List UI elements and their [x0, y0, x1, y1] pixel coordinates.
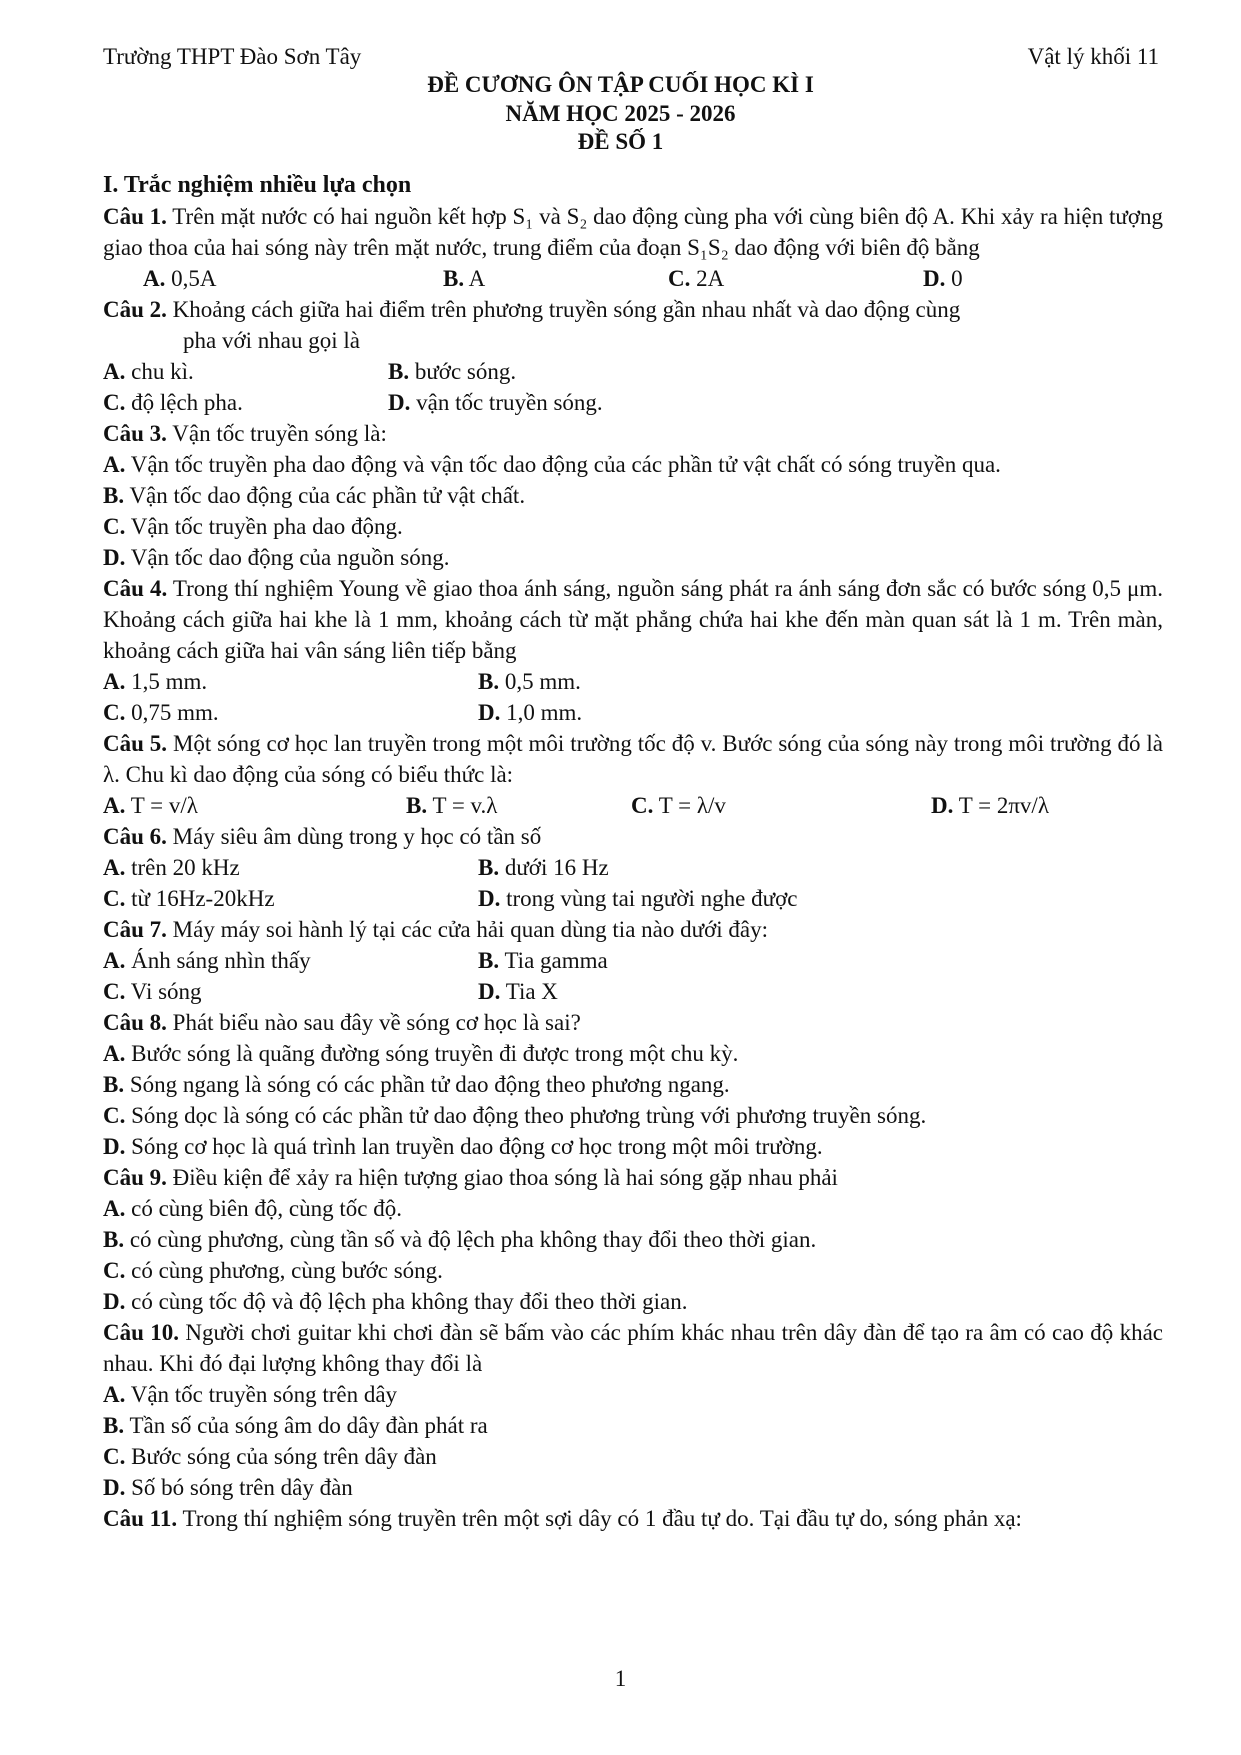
option-b: B. Tần số của sóng âm do dây đàn phát ra — [103, 1413, 488, 1438]
option-b: B. Sóng ngang là sóng có các phần tử dao động theo phương ngang. — [103, 1072, 730, 1097]
option-d: D. 1,0 mm. — [478, 700, 583, 725]
option-b: B. dưới 16 Hz — [478, 855, 609, 880]
question-7 — [103, 914, 1163, 945]
question-3 — [103, 418, 1163, 449]
question-list — [103, 170, 1163, 1534]
option-c: C. Bước sóng của sóng trên dây đàn — [103, 1444, 437, 1469]
option-c: C. độ lệch pha. — [103, 390, 243, 415]
question-text: Máy siêu âm dùng trong y học có tần số — [172, 824, 542, 849]
option-a: A. chu kì. — [103, 359, 194, 384]
section-heading: I. Trắc nghiệm nhiều lựa chọn — [103, 172, 412, 198]
option-c: C. có cùng phương, cùng bước sóng. — [103, 1258, 443, 1283]
page-header — [103, 44, 1159, 70]
answer-options — [103, 790, 1163, 821]
question-text-continued: pha với nhau gọi là — [183, 328, 360, 353]
question-label: Câu 8. — [103, 1010, 167, 1035]
option-c: C. T = λ/v — [631, 793, 726, 818]
answer-options — [103, 666, 1163, 697]
option-a: A. 1,5 mm. — [103, 669, 208, 694]
answer-options — [103, 356, 1163, 387]
option-d: D. vận tốc truyền sóng. — [388, 390, 603, 415]
question-11 — [103, 1503, 1163, 1534]
option-b: B. có cùng phương, cùng tần số và độ lệch pha không thay đổi theo thời gian. — [103, 1227, 817, 1252]
question-text: Trên mặt nước có hai nguồn kết hợp S₁ và S₂ dao động cùng pha với cùng biên độ A. Khi xảy ra hiện tượng giao thoa của hai sóng này trên mặt nước, trung điểm của đoạn S₁S₂ dao động với biên độ bằng — [103, 204, 1163, 260]
option-d: D. Vận tốc dao động của nguồn sóng. — [103, 545, 450, 570]
question-label: Câu 1. — [103, 204, 167, 229]
option-d: D. Số bó sóng trên dây đàn — [103, 1475, 353, 1500]
option-b: B. 0,5 mm. — [478, 669, 581, 694]
question-10 — [103, 1317, 1163, 1379]
question-4 — [103, 573, 1163, 666]
option-d: D. T = 2πv/λ — [931, 793, 1049, 818]
exam-number: ĐỀ SỐ 1 — [577, 129, 664, 154]
answer-options — [103, 852, 1163, 883]
option-b: B. T = v.λ — [406, 793, 498, 818]
question-text: Một sóng cơ học lan truyền trong một môi trường tốc độ v. Bước sóng của sóng này trong môi trường đó là λ. Chu kì dao động của sóng có biểu thức là: — [103, 731, 1164, 787]
question-text: Máy máy soi hành lý tại các cửa hải quan dùng tia nào dưới đây: — [172, 917, 768, 942]
question-2 — [103, 294, 1163, 325]
answer-options — [103, 976, 1163, 1007]
question-label: Câu 4. — [103, 576, 168, 601]
question-text: Trong thí nghiệm sóng truyền trên một sợi dây có 1 đầu tự do. Tại đầu tự do, sóng phản xạ: — [182, 1506, 1022, 1531]
option-a: A. T = v/λ — [103, 793, 198, 818]
question-label: Câu 10. — [103, 1320, 179, 1345]
option-a: A. Vận tốc truyền pha dao động và vận tốc dao động của các phần tử vật chất có sóng truyền qua. — [103, 452, 1001, 477]
option-a: A. Vận tốc truyền sóng trên dây — [103, 1382, 398, 1407]
option-b: B. Tia gamma — [478, 948, 608, 973]
option-c: C. Vận tốc truyền pha dao động. — [103, 514, 403, 539]
option-c: C. từ 16Hz-20kHz — [103, 886, 275, 911]
question-8 — [103, 1007, 1163, 1038]
option-b: B. Vận tốc dao động của các phần tử vật chất. — [103, 483, 526, 508]
school-year: NĂM HỌC 2025 - 2026 — [505, 101, 736, 126]
option-c: C. Sóng dọc là sóng có các phần tử dao động theo phương trùng với phương truyền sóng. — [103, 1103, 927, 1128]
question-9 — [103, 1162, 1163, 1193]
option-a: A. có cùng biên độ, cùng tốc độ. — [103, 1196, 402, 1221]
option-c: C. 0,75 mm. — [103, 700, 219, 725]
page-number: 1 — [614, 1666, 627, 1691]
option-a: A. Ánh sáng nhìn thấy — [103, 948, 311, 973]
question-label: Câu 3. — [103, 421, 167, 446]
option-a: A. trên 20 kHz — [103, 855, 240, 880]
subject-name: Vật lý khối 11 — [1027, 44, 1159, 69]
question-text: Phát biểu nào sau đây về sóng cơ học là sai? — [172, 1010, 581, 1035]
option-c: C. Vi sóng — [103, 979, 202, 1004]
option-d: D. có cùng tốc độ và độ lệch pha không thay đổi theo thời gian. — [103, 1289, 688, 1314]
question-text: Trong thí nghiệm Young về giao thoa ánh sáng, nguồn sáng phát ra ánh sáng đơn sắc có bước sóng 0,5 μm. Khoảng cách giữa hai khe là 1 mm, khoảng cách từ mặt phẳng chứa hai khe đến màn quan sát là 1 m. Trên màn, khoảng cách giữa hai vân sáng liên tiếp bằng — [103, 576, 1163, 663]
school-name: Trường THPT Đào Sơn Tây — [103, 44, 362, 69]
question-5 — [103, 728, 1163, 790]
question-text: Vận tốc truyền sóng là: — [172, 421, 387, 446]
answer-options — [103, 387, 1163, 418]
question-label: Câu 9. — [103, 1165, 167, 1190]
answer-options — [103, 883, 1163, 914]
question-label: Câu 7. — [103, 917, 167, 942]
option-d: D. Tia X — [478, 979, 558, 1004]
option-d: D. trong vùng tai người nghe được — [478, 886, 798, 911]
option-a: A. Bước sóng là quãng đường sóng truyền đi được trong một chu kỳ. — [103, 1041, 739, 1066]
answer-options — [103, 263, 1163, 294]
doc-title: ĐỀ CƯƠNG ÔN TẬP CUỐI HỌC KÌ I — [427, 72, 814, 97]
option-c: C. 2A — [668, 266, 725, 291]
option-d: D. 0 — [923, 266, 963, 291]
question-text: Người chơi guitar khi chơi đàn sẽ bấm vào các phím khác nhau trên dây đàn để tạo ra âm có cao độ khác nhau. Khi đó đại lượng không thay đổi là — [103, 1320, 1164, 1376]
question-label: Câu 2. — [103, 297, 167, 322]
option-d: D. Sóng cơ học là quá trình lan truyền dao động cơ học trong một môi trường. — [103, 1134, 823, 1159]
answer-options — [103, 945, 1163, 976]
question-6 — [103, 821, 1163, 852]
question-text: Khoảng cách giữa hai điểm trên phương truyền sóng gần nhau nhất và dao động cùng — [172, 297, 961, 322]
option-b: B. A — [443, 266, 486, 291]
question-label: Câu 6. — [103, 824, 167, 849]
question-text: Điều kiện để xảy ra hiện tượng giao thoa sóng là hai sóng gặp nhau phải — [172, 1165, 838, 1190]
question-1 — [103, 201, 1163, 263]
option-a: A. 0,5A — [143, 266, 217, 291]
question-label: Câu 5. — [103, 731, 168, 756]
option-b: B. bước sóng. — [388, 359, 517, 384]
answer-options — [103, 697, 1163, 728]
question-label: Câu 11. — [103, 1506, 178, 1531]
